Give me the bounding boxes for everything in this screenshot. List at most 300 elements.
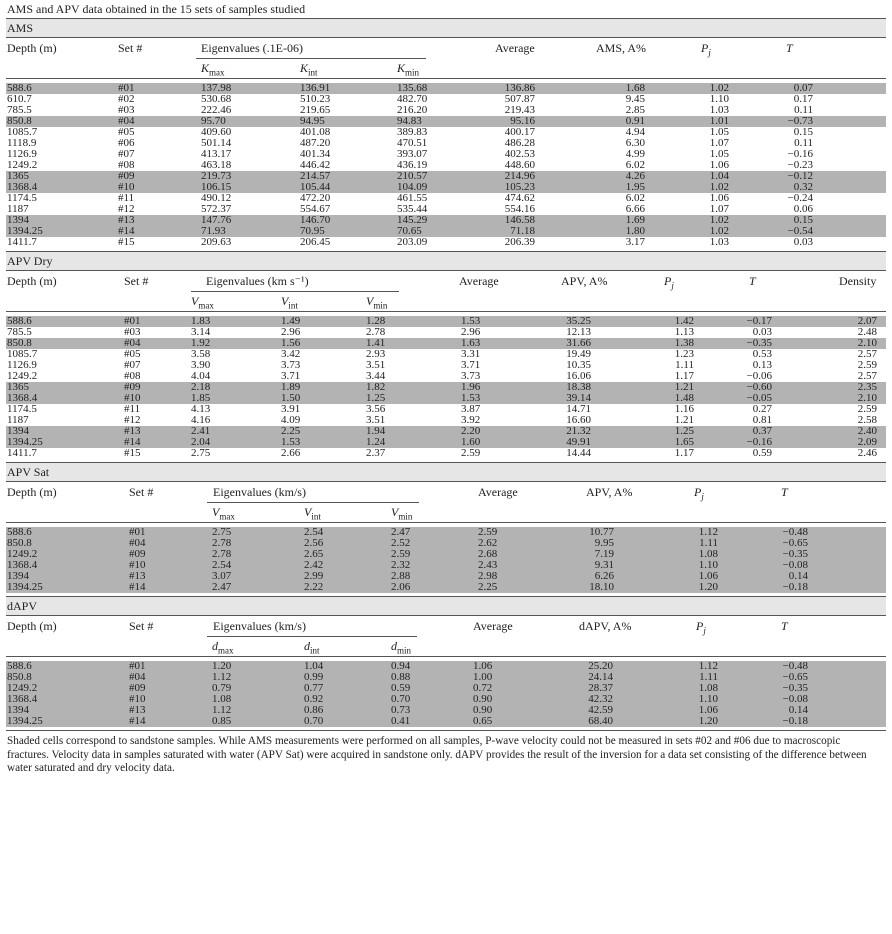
table-cell: 0.11 bbox=[794, 137, 813, 149]
table-cell: 1249.2 bbox=[7, 548, 38, 560]
table-cell: 18.10 bbox=[589, 581, 614, 593]
table-cell: 0.65 bbox=[473, 715, 493, 727]
table-cell: −0.54 bbox=[787, 225, 813, 237]
table-cell: 0.59 bbox=[752, 447, 772, 459]
section-title: AMS bbox=[6, 19, 886, 37]
table-cell: 389.83 bbox=[397, 126, 428, 138]
table-cell: 1126.9 bbox=[7, 148, 37, 160]
table-cell: #11 bbox=[118, 192, 135, 204]
column-header-set: Set # bbox=[129, 619, 154, 633]
column-header-t: T bbox=[786, 41, 793, 55]
table-cell: 1394.25 bbox=[7, 436, 43, 448]
table-cell: #04 bbox=[129, 537, 146, 549]
eigen-underline bbox=[207, 636, 417, 637]
table-cell: −0.60 bbox=[746, 381, 772, 393]
table-cell: 0.99 bbox=[304, 671, 324, 683]
table-cell: #09 bbox=[124, 381, 141, 393]
table-cell: #09 bbox=[129, 682, 146, 694]
table-cell: 0.73 bbox=[391, 704, 411, 716]
table-cell: 0.13 bbox=[752, 359, 772, 371]
table-cell: 16.60 bbox=[566, 414, 591, 426]
table-cell: 1368.4 bbox=[7, 392, 38, 404]
table-cell: −0.65 bbox=[782, 537, 808, 549]
table-cell: 2.59 bbox=[857, 359, 877, 371]
table-cell: −0.35 bbox=[782, 548, 808, 560]
table-cell: 4.13 bbox=[191, 403, 211, 415]
table-cell: 2.96 bbox=[461, 326, 481, 338]
eigen-subheader-max: $V_{max}$ bbox=[191, 294, 214, 311]
table-cell: 1.17 bbox=[674, 447, 694, 459]
table-cell: −0.05 bbox=[746, 392, 772, 404]
table-cell: −0.18 bbox=[782, 581, 808, 593]
table-cell: 39.14 bbox=[566, 392, 591, 404]
table-cell: 1187 bbox=[7, 414, 29, 426]
table-cell: 4.94 bbox=[625, 126, 645, 138]
column-header-block bbox=[6, 271, 886, 311]
table-cell: 2.47 bbox=[212, 581, 232, 593]
table-cell: 572.37 bbox=[201, 203, 232, 215]
table-cell: 214.96 bbox=[504, 170, 535, 182]
table-cell: 94.95 bbox=[300, 115, 325, 127]
table-cell: 2.58 bbox=[857, 414, 877, 426]
table-cell: 1.10 bbox=[698, 693, 718, 705]
table-cell: 1.04 bbox=[709, 170, 729, 182]
table-cell: 1.48 bbox=[674, 392, 694, 404]
table-cell: 95.16 bbox=[510, 115, 535, 127]
table-cell: #13 bbox=[118, 214, 135, 226]
table-cell: 510.23 bbox=[300, 93, 331, 105]
table-cell: 1.06 bbox=[473, 660, 493, 672]
table-cell: 1394.25 bbox=[7, 581, 43, 593]
table-cell: 1.89 bbox=[281, 381, 301, 393]
table-cell: 1394 bbox=[7, 570, 29, 582]
table-cell: 0.90 bbox=[473, 704, 493, 716]
table-cell: 28.37 bbox=[588, 682, 613, 694]
table-cell: #12 bbox=[124, 414, 141, 426]
table-cell: 2.56 bbox=[304, 537, 324, 549]
table-cell: 0.70 bbox=[304, 715, 324, 727]
table-cell: 19.49 bbox=[566, 348, 591, 360]
column-header-average: Average bbox=[478, 485, 518, 499]
table-cell: 0.81 bbox=[752, 414, 772, 426]
column-header-pj: $P_j$ bbox=[696, 619, 706, 636]
table-cell: 0.72 bbox=[473, 682, 493, 694]
table-cell: 1.56 bbox=[281, 337, 301, 349]
table-cell: 210.57 bbox=[397, 170, 428, 182]
table-cell: 1.94 bbox=[366, 425, 386, 437]
table-cell: 21.32 bbox=[566, 425, 591, 437]
table-cell: −0.12 bbox=[787, 170, 813, 182]
table-cell: 1.05 bbox=[709, 126, 729, 138]
table-cell: 1085.7 bbox=[7, 126, 38, 138]
table-cell: 104.09 bbox=[397, 181, 428, 193]
table-cell: 588.6 bbox=[7, 526, 32, 538]
table-cell: 4.09 bbox=[281, 414, 301, 426]
table-body bbox=[6, 18, 886, 730]
table-cell: 3.71 bbox=[281, 370, 301, 382]
table-cell: 1.17 bbox=[674, 370, 694, 382]
table-cell: #03 bbox=[118, 104, 135, 116]
table-cell: 216.20 bbox=[397, 104, 428, 116]
eigen-underline bbox=[207, 502, 419, 503]
eigen-subheader-int: $V_{int}$ bbox=[281, 294, 298, 311]
table-cell: 2.78 bbox=[366, 326, 386, 338]
table-cell: 24.14 bbox=[588, 671, 613, 683]
table-cell: 0.59 bbox=[391, 682, 411, 694]
table-row bbox=[6, 237, 886, 248]
table-cell: 3.73 bbox=[461, 370, 481, 382]
column-header-depth: Depth (m) bbox=[7, 485, 57, 499]
column-header-set: Set # bbox=[118, 41, 143, 55]
table-cell: 1.13 bbox=[674, 326, 694, 338]
column-header-depth: Depth (m) bbox=[7, 619, 57, 633]
table-cell: 6.66 bbox=[625, 203, 645, 215]
table-cell: 1394 bbox=[7, 425, 29, 437]
table-cell: 2.25 bbox=[281, 425, 301, 437]
table-cell: 1.06 bbox=[709, 192, 729, 204]
table-cell: 42.32 bbox=[588, 693, 613, 705]
table-cell: 4.16 bbox=[191, 414, 211, 426]
column-header-average: Average bbox=[473, 619, 513, 633]
table-cell: 0.88 bbox=[391, 671, 411, 683]
table-cell: 1.20 bbox=[698, 581, 718, 593]
column-header-depth: Depth (m) bbox=[7, 274, 57, 288]
table-cell: 206.45 bbox=[300, 236, 331, 248]
eigen-subheader-max: $V_{max}$ bbox=[212, 505, 235, 522]
table-cell: 1.85 bbox=[191, 392, 211, 404]
table-cell: 1249.2 bbox=[7, 682, 38, 694]
table-cell: 1.08 bbox=[698, 682, 718, 694]
table-cell: 3.71 bbox=[461, 359, 481, 371]
table-cell: 1.65 bbox=[674, 436, 694, 448]
table-cell: 2.47 bbox=[391, 526, 411, 538]
table-cell: 2.04 bbox=[191, 436, 211, 448]
table-cell: 1.11 bbox=[675, 359, 694, 371]
table-cell: 401.08 bbox=[300, 126, 331, 138]
table-cell: 1368.4 bbox=[7, 181, 38, 193]
table-cell: #14 bbox=[118, 225, 135, 237]
column-header-block bbox=[6, 482, 886, 522]
column-header-eigen: Eigenvalues (km/s) bbox=[213, 619, 306, 633]
table-page bbox=[6, 0, 886, 776]
table-row bbox=[6, 182, 886, 193]
table-cell: 1365 bbox=[7, 381, 29, 393]
column-header-eigen: Eigenvalues (.1E-06) bbox=[201, 41, 303, 55]
table-cell: 16.06 bbox=[566, 370, 591, 382]
table-cell: #13 bbox=[124, 425, 141, 437]
table-cell: 1.03 bbox=[709, 236, 729, 248]
table-cell: 2.43 bbox=[478, 559, 498, 571]
table-cell: #11 bbox=[124, 403, 141, 415]
section-rows bbox=[6, 657, 886, 730]
table-cell: 474.62 bbox=[504, 192, 535, 204]
table-cell: −0.06 bbox=[746, 370, 772, 382]
table-cell: 1118.9 bbox=[7, 137, 37, 149]
table-cell: −0.16 bbox=[746, 436, 772, 448]
table-cell: 106.15 bbox=[201, 181, 232, 193]
table-cell: #07 bbox=[118, 148, 135, 160]
table-cell: 6.02 bbox=[625, 159, 645, 171]
table-row bbox=[6, 193, 886, 204]
eigen-subheader-min: $V_{min}$ bbox=[391, 505, 413, 522]
table-cell: 2.52 bbox=[391, 537, 411, 549]
table-row bbox=[6, 138, 886, 149]
table-row bbox=[6, 127, 886, 138]
table-cell: 6.02 bbox=[625, 192, 645, 204]
table-cell: #05 bbox=[124, 348, 141, 360]
column-header-t: T bbox=[781, 485, 788, 499]
table-cell: 0.94 bbox=[391, 660, 411, 672]
table-cell: 147.76 bbox=[201, 214, 232, 226]
table-cell: 1.25 bbox=[674, 425, 694, 437]
table-cell: 146.70 bbox=[300, 214, 331, 226]
table-cell: 1.53 bbox=[461, 315, 481, 327]
table-cell: 1.96 bbox=[461, 381, 481, 393]
table-cell: 219.73 bbox=[201, 170, 232, 182]
table-cell: 785.5 bbox=[7, 104, 32, 116]
table-cell: #13 bbox=[129, 570, 146, 582]
table-cell: 850.8 bbox=[7, 671, 32, 683]
table-cell: 1249.2 bbox=[7, 159, 38, 171]
table-cell: 402.53 bbox=[504, 148, 535, 160]
table-cell: 2.59 bbox=[391, 548, 411, 560]
table-cell: 588.6 bbox=[7, 660, 32, 672]
column-header-density: Density bbox=[839, 274, 877, 288]
table-cell: 4.26 bbox=[625, 170, 645, 182]
table-cell: 2.07 bbox=[857, 315, 877, 327]
table-cell: 1.06 bbox=[698, 704, 718, 716]
table-cell: 0.77 bbox=[304, 682, 324, 694]
table-cell: 136.91 bbox=[300, 82, 331, 94]
column-header-pj: $P_j$ bbox=[664, 274, 674, 291]
table-row bbox=[6, 160, 886, 171]
table-cell: #10 bbox=[118, 181, 135, 193]
table-cell: 1.04 bbox=[304, 660, 324, 672]
table-cell: 2.35 bbox=[857, 381, 877, 393]
table-cell: 136.86 bbox=[504, 82, 535, 94]
table-cell: #14 bbox=[129, 715, 146, 727]
table-cell: 3.51 bbox=[366, 359, 386, 371]
table-cell: 1.12 bbox=[212, 671, 232, 683]
column-header-eigen: Eigenvalues (km/s) bbox=[213, 485, 306, 499]
table-cell: 409.60 bbox=[201, 126, 232, 138]
table-cell: 6.26 bbox=[594, 570, 614, 582]
table-cell: 461.55 bbox=[397, 192, 428, 204]
table-cell: −0.08 bbox=[782, 559, 808, 571]
table-cell: 1174.5 bbox=[7, 403, 37, 415]
column-header-anis: APV, A% bbox=[561, 274, 608, 288]
table-cell: 0.37 bbox=[752, 425, 772, 437]
table-cell: 219.43 bbox=[504, 104, 535, 116]
table-cell: 222.46 bbox=[201, 104, 232, 116]
table-row bbox=[6, 716, 886, 727]
table-cell: 535.44 bbox=[397, 203, 428, 215]
table-cell: 0.14 bbox=[788, 704, 808, 716]
table-cell: 2.09 bbox=[857, 436, 877, 448]
table-cell: 146.58 bbox=[504, 214, 535, 226]
table-cell: 3.31 bbox=[461, 348, 481, 360]
table-cell: #10 bbox=[129, 693, 146, 705]
table-cell: −0.73 bbox=[787, 115, 813, 127]
table-cell: 7.19 bbox=[594, 548, 614, 560]
eigen-subheader-max: $K_{max}$ bbox=[201, 61, 225, 78]
table-cell: 3.87 bbox=[461, 403, 481, 415]
table-cell: 18.38 bbox=[566, 381, 591, 393]
table-cell: −0.48 bbox=[782, 660, 808, 672]
table-cell: #08 bbox=[124, 370, 141, 382]
table-cell: 436.19 bbox=[397, 159, 428, 171]
table-cell: 0.85 bbox=[212, 715, 232, 727]
table-cell: 2.10 bbox=[857, 392, 877, 404]
table-cell: #15 bbox=[124, 447, 141, 459]
table-cell: #14 bbox=[129, 581, 146, 593]
table-cell: 413.17 bbox=[201, 148, 232, 160]
table-cell: 137.98 bbox=[201, 82, 232, 94]
table-cell: 2.99 bbox=[304, 570, 324, 582]
table-cell: 2.25 bbox=[478, 581, 498, 593]
table-cell: −0.24 bbox=[787, 192, 813, 204]
table-cell: 1.50 bbox=[281, 392, 301, 404]
table-cell: #08 bbox=[118, 159, 135, 171]
eigen-subheader-int: $K_{int}$ bbox=[300, 61, 318, 78]
eigen-subheader-int: $d_{int}$ bbox=[304, 639, 320, 656]
table-cell: 1.02 bbox=[709, 82, 729, 94]
table-cell: 2.37 bbox=[366, 447, 386, 459]
table-cell: 0.79 bbox=[212, 682, 232, 694]
table-cell: 3.07 bbox=[212, 570, 232, 582]
table-cell: 105.23 bbox=[504, 181, 535, 193]
table-row bbox=[6, 582, 886, 593]
table-cell: #09 bbox=[129, 548, 146, 560]
table-cell: 6.30 bbox=[625, 137, 645, 149]
table-cell: 1.20 bbox=[698, 715, 718, 727]
table-cell: 2.22 bbox=[304, 581, 324, 593]
table-cell: 850.8 bbox=[7, 115, 32, 127]
table-cell: 0.91 bbox=[625, 115, 645, 127]
table-cell: 1394 bbox=[7, 214, 29, 226]
table-cell: 1.00 bbox=[473, 671, 493, 683]
table-cell: 0.92 bbox=[304, 693, 324, 705]
table-cell: −0.23 bbox=[787, 159, 813, 171]
table-cell: 2.66 bbox=[281, 447, 301, 459]
table-cell: #14 bbox=[124, 436, 141, 448]
table-cell: 1.08 bbox=[212, 693, 232, 705]
table-cell: 49.91 bbox=[566, 436, 591, 448]
eigen-subheader-min: $d_{min}$ bbox=[391, 639, 412, 656]
table-cell: 70.65 bbox=[397, 225, 422, 237]
table-cell: 1.53 bbox=[281, 436, 301, 448]
table-cell: 1.02 bbox=[709, 225, 729, 237]
table-cell: 1.02 bbox=[709, 214, 729, 226]
table-row bbox=[6, 83, 886, 94]
table-cell: 1.02 bbox=[709, 181, 729, 193]
table-cell: 401.34 bbox=[300, 148, 331, 160]
table-cell: 0.15 bbox=[793, 214, 813, 226]
section-rows bbox=[6, 79, 886, 251]
table-cell: −0.16 bbox=[787, 148, 813, 160]
table-cell: 470.51 bbox=[397, 137, 428, 149]
table-cell: 850.8 bbox=[7, 337, 32, 349]
table-footnote: Shaded cells correspond to sandstone samples. While AMS measurements were performed on all samples, P-wave velocity could not be measured in sets #02 and #06 due to macroscopic fractures. Velocity data in samples saturated with water (APV Sat) were acquired in sandstone only. dAPV provides the result of the inversion for a data set consisting of the difference between water saturated and dry velocity data. bbox=[7, 735, 867, 774]
table-cell: 1.83 bbox=[191, 315, 211, 327]
table-cell: 2.57 bbox=[857, 348, 877, 360]
table-cell: 1.80 bbox=[625, 225, 645, 237]
table-cell: 2.59 bbox=[857, 403, 877, 415]
table-cell: 1.06 bbox=[709, 159, 729, 171]
table-cell: 1.08 bbox=[698, 548, 718, 560]
column-header-t: T bbox=[781, 619, 788, 633]
table-cell: 0.53 bbox=[752, 348, 772, 360]
table-cell: 1394.25 bbox=[7, 715, 43, 727]
table-cell: 209.63 bbox=[201, 236, 232, 248]
table-cell: 0.70 bbox=[391, 693, 411, 705]
table-cell: 219.65 bbox=[300, 104, 331, 116]
table-row bbox=[6, 226, 886, 237]
table-cell: 2.65 bbox=[304, 548, 324, 560]
table-cell: #09 bbox=[118, 170, 135, 182]
table-cell: 10.35 bbox=[566, 359, 591, 371]
table-cell: 9.45 bbox=[625, 93, 645, 105]
table-cell: 2.75 bbox=[212, 526, 232, 538]
table-cell: 1365 bbox=[7, 170, 29, 182]
column-header-average: Average bbox=[495, 41, 535, 55]
table-row bbox=[6, 116, 886, 127]
eigen-underline bbox=[196, 58, 426, 59]
table-cell: 530.68 bbox=[201, 93, 232, 105]
table-cell: 2.96 bbox=[281, 326, 301, 338]
table-cell: 463.18 bbox=[201, 159, 232, 171]
table-cell: 2.18 bbox=[191, 381, 211, 393]
table-cell: #04 bbox=[129, 671, 146, 683]
eigen-subheader-int: $V_{int}$ bbox=[304, 505, 321, 522]
table-cell: 2.54 bbox=[304, 526, 324, 538]
table-cell: 393.07 bbox=[397, 148, 428, 160]
table-cell: 1368.4 bbox=[7, 559, 38, 571]
table-row bbox=[6, 204, 886, 215]
eigen-subheader-max: $d_{max}$ bbox=[212, 639, 234, 656]
table-cell: #15 bbox=[118, 236, 135, 248]
table-cell: 1.01 bbox=[709, 115, 729, 127]
table-cell: #03 bbox=[124, 326, 141, 338]
table-cell: 1.11 bbox=[699, 537, 718, 549]
table-cell: 3.92 bbox=[461, 414, 481, 426]
table-cell: 4.99 bbox=[625, 148, 645, 160]
table-cell: 0.14 bbox=[788, 570, 808, 582]
table-cell: 1.05 bbox=[709, 148, 729, 160]
table-cell: 1.82 bbox=[366, 381, 386, 393]
table-cell: 0.32 bbox=[793, 181, 813, 193]
table-row bbox=[6, 171, 886, 182]
table-cell: 0.11 bbox=[794, 104, 813, 116]
column-header-average: Average bbox=[459, 274, 499, 288]
table-cell: −0.48 bbox=[782, 526, 808, 538]
table-cell: 482.70 bbox=[397, 93, 428, 105]
table-cell: 9.31 bbox=[594, 559, 614, 571]
table-cell: 2.62 bbox=[478, 537, 498, 549]
table-cell: #02 bbox=[118, 93, 135, 105]
section-title: APV Sat bbox=[6, 463, 886, 481]
table-cell: 1.38 bbox=[674, 337, 694, 349]
table-cell: 3.56 bbox=[366, 403, 386, 415]
table-cell: 1.53 bbox=[461, 392, 481, 404]
table-cell: 68.40 bbox=[588, 715, 613, 727]
table-cell: 588.6 bbox=[7, 82, 32, 94]
table-cell: 2.59 bbox=[478, 526, 498, 538]
table-cell: 0.07 bbox=[793, 82, 813, 94]
column-header-anis: dAPV, A% bbox=[579, 619, 632, 633]
table-cell: 3.44 bbox=[366, 370, 386, 382]
table-row bbox=[6, 215, 886, 226]
